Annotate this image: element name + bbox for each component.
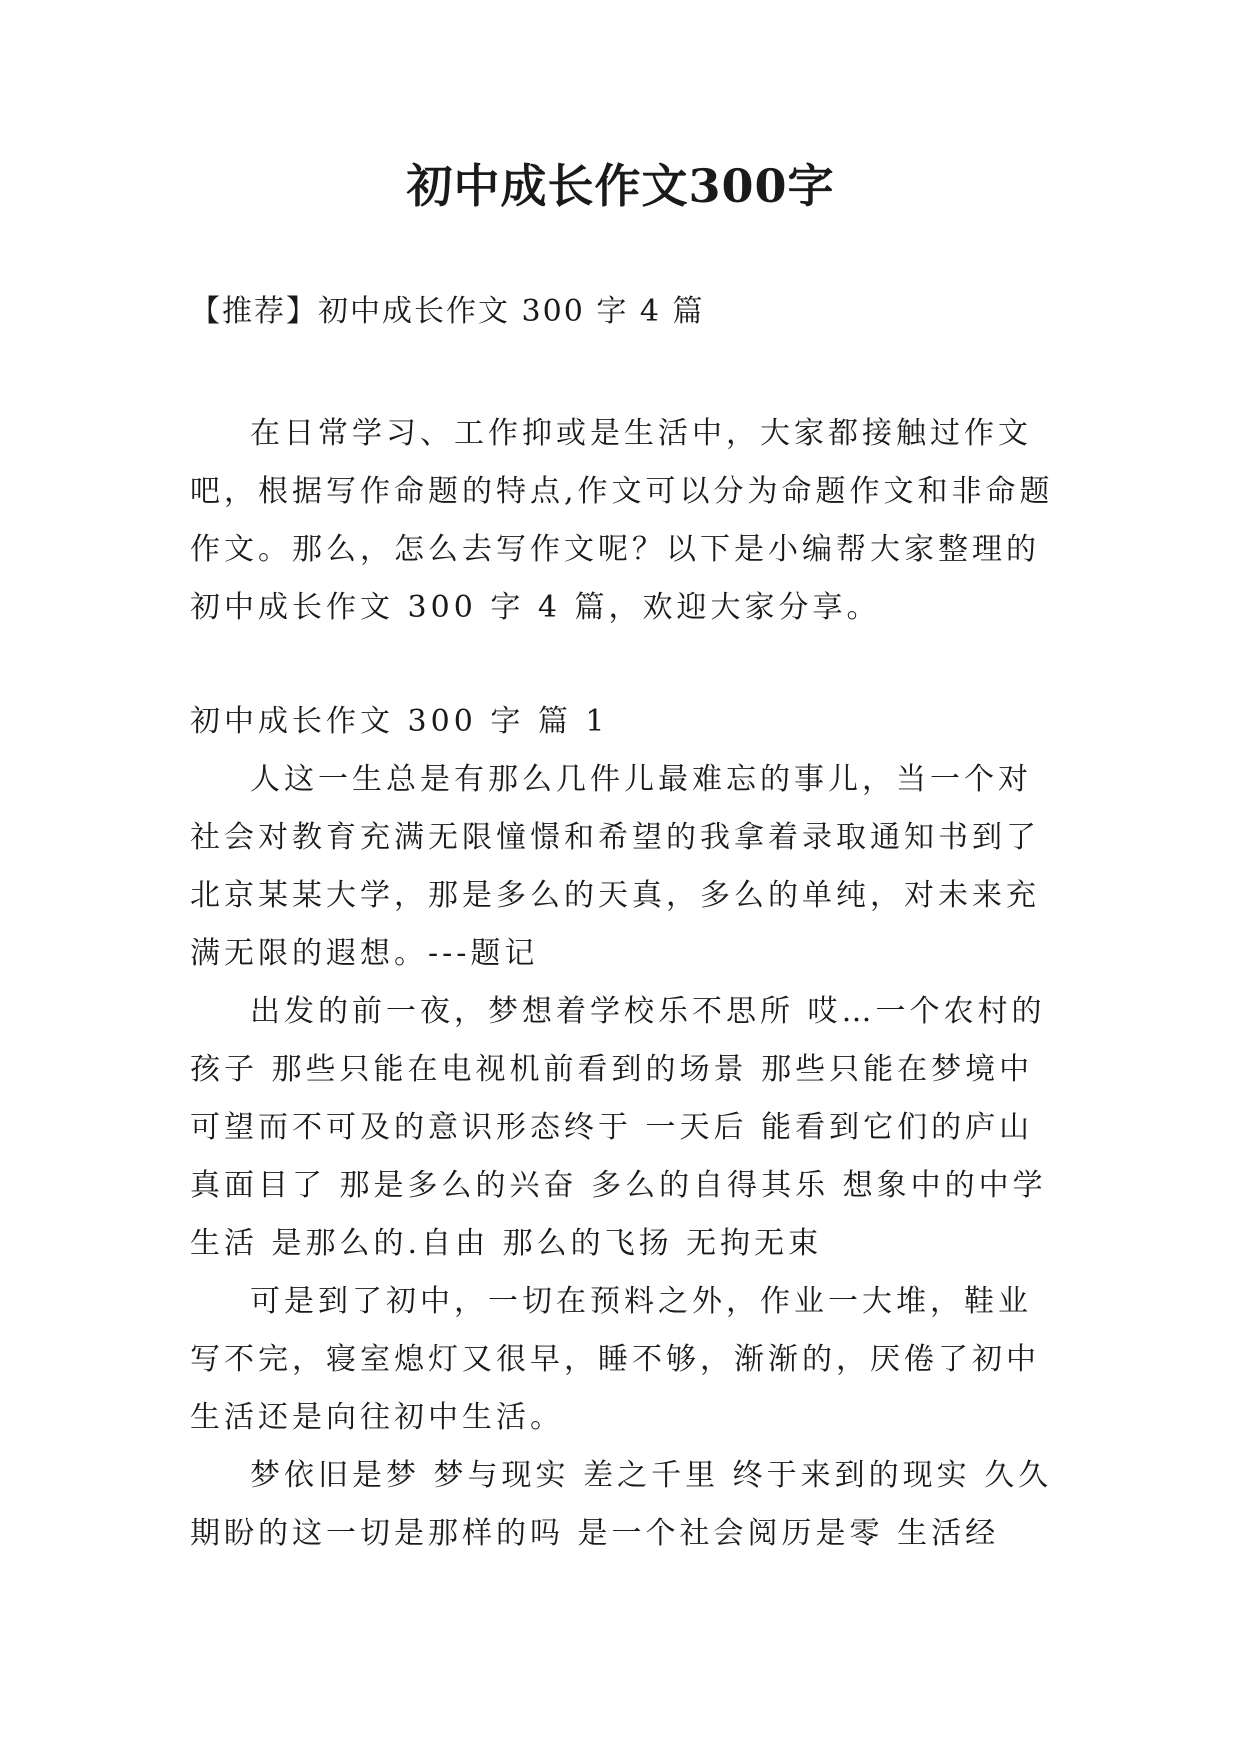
document-body [190, 405, 1060, 1563]
body-paragraph-4: 梦依旧是梦 梦与现实 差之千里 终于来到的现实 久久期盼的这一切是那样的吗 是一个社会阅历是零 生活经 [190, 1458, 1053, 1551]
recommend-line: 【推荐】初中成长作文 300 字 4 篇 [190, 294, 705, 329]
intro-paragraph: 在日常学习、工作抑或是生活中，大家都接触过作文吧，根据写作命题的特点,作文可以分为命题作文和非命题作文。那么，怎么去写作文呢？以下是小编帮大家整理的初中成长作文 300 字 4 篇，欢迎大家分享。 [190, 416, 1054, 625]
body-paragraph-2: 出发的前一夜，梦想着学校乐不思所 哎…一个农村的孩子 那些只能在电视机前看到的场景 那些只能在梦境中可望而不可及的意识形态终于 一天后 能看到它们的庐山真面目了 那是多么的兴奋 多么的自得其乐 想象中的中学生活 是那么的.自由 那么的飞扬 无拘无束 [190, 994, 1047, 1261]
page-title: 初中成长作文300字 [406, 159, 835, 213]
section-heading: 初中成长作文 300 字 篇 1 [190, 704, 609, 739]
body-paragraph-1: 人这一生总是有那么几件儿最难忘的事儿，当一个对社会对教育充满无限憧憬和希望的我拿着录取通知书到了北京某某大学，那是多么的天真，多么的单纯，对未来充满无限的遐想。---题记 [190, 762, 1040, 971]
body-paragraph-3: 可是到了初中，一切在预料之外，作业一大堆，鞋业写不完，寝室熄灯又很早，睡不够，渐渐的，厌倦了初中生活还是向往初中生活。 [190, 1284, 1040, 1435]
